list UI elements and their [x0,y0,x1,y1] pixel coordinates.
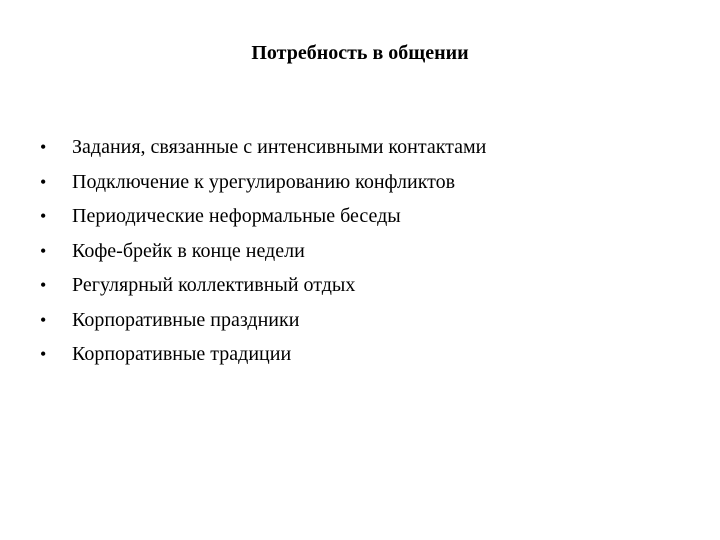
bullet-text: Задания, связанные с интенсивными контактами [72,136,487,158]
bullet-icon: • [40,309,47,330]
bullet-icon: • [40,137,47,157]
bullet-icon: • [40,240,47,261]
bullet-icon: • [40,275,47,295]
bullet-text: Периодические неформальные беседы [72,205,401,227]
slide-title-text: Потребность в общении [251,42,469,64]
bullet-icon: • [40,171,47,192]
bullet-text: Регулярный коллективный отдых [72,274,356,296]
bullet-text: Подключение к урегулированию конфликтов [72,170,456,193]
bullet-text: Кофе-брейк в конце недели [72,239,305,262]
bullet-text: Корпоративные праздники [72,308,300,331]
slide-title [0,40,720,66]
bullet-text: Корпоративные традиции [72,343,292,365]
bullet-icon: • [40,206,47,226]
bullet-icon: • [40,344,47,364]
